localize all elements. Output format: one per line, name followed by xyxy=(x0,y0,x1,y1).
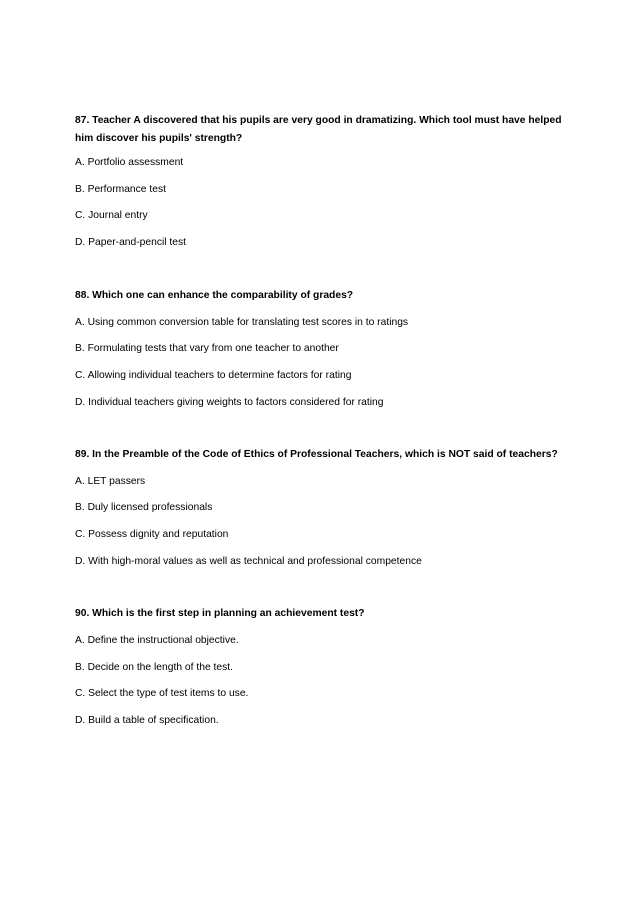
option-89-c: C. Possess dignity and reputation xyxy=(75,529,229,540)
option-88-a: A. Using common conversion table for translating test scores in to ratings xyxy=(75,317,409,328)
option-90-b: B. Decide on the length of the test. xyxy=(75,662,233,673)
option-88-c: C. Allowing individual teachers to determine factors for rating xyxy=(75,370,352,381)
option-90-a: A. Define the instructional objective. xyxy=(75,635,239,646)
option-89-a: A. LET passers xyxy=(75,476,146,487)
option-87-d: D. Paper-and-pencil test xyxy=(75,237,187,248)
option-87-c: C. Journal entry xyxy=(75,210,148,221)
option-87-a: A. Portfolio assessment xyxy=(75,157,184,168)
option-89-d: D. With high-moral values as well as technical and professional competence xyxy=(75,556,422,567)
question-90: 90. Which is the first step in planning an achievement test? xyxy=(75,608,365,619)
option-90-d: D. Build a table of specification. xyxy=(75,715,219,726)
option-88-b: B. Formulating tests that vary from one teacher to another xyxy=(75,343,339,354)
question-87: 87. Teacher A discovered that his pupils are very good in dramatizing. Which tool must have helped him discover his pupils' strength? xyxy=(75,115,562,144)
option-90-c: C. Select the type of test items to use. xyxy=(75,688,249,699)
option-89-b: B. Duly licensed professionals xyxy=(75,502,213,513)
question-88: 88. Which one can enhance the comparability of grades? xyxy=(75,290,354,301)
option-88-d: D. Individual teachers giving weights to factors considered for rating xyxy=(75,397,384,408)
option-87-b: B. Performance test xyxy=(75,184,166,195)
question-89: 89. In the Preamble of the Code of Ethics of Professional Teachers, which is NOT said of teachers? xyxy=(75,449,558,460)
